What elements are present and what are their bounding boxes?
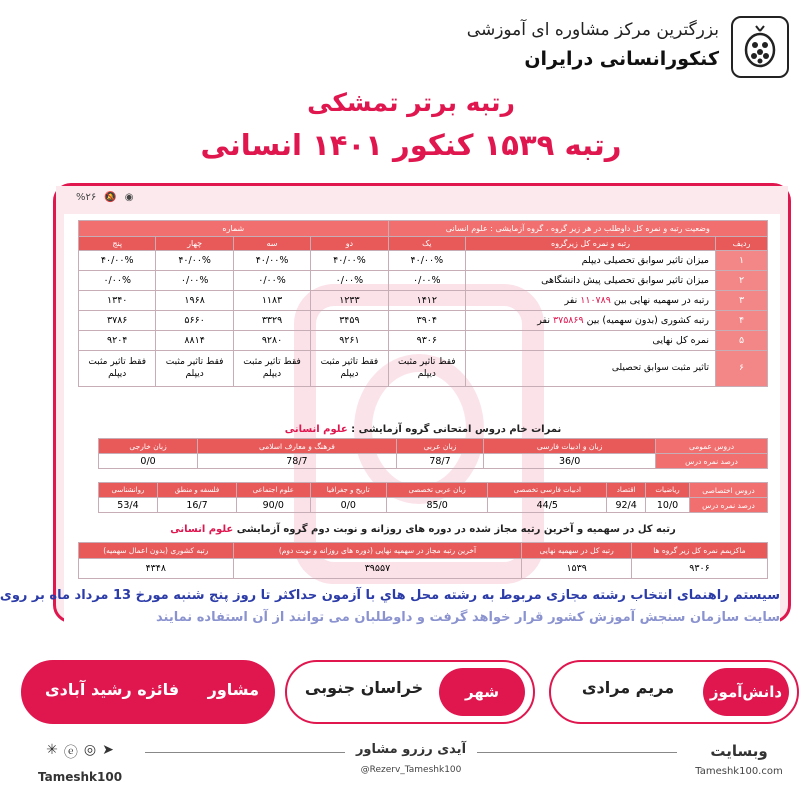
rank-table-col-header: یک — [388, 237, 465, 251]
notice-line-1: سیستم راهنمای انتخاب رشته مجازی مربوط به رشته محل هاي با آزمون حداکثر تا روز پنج شنبه مورخ 13 مرداد ماه بر روی — [0, 588, 780, 603]
rank-summary-header: رتبه کشوری (بدون اعمال سهمیه) — [79, 543, 234, 559]
row-number: ۵ — [716, 331, 768, 351]
row-value: ۹۲۸۰ — [233, 331, 310, 351]
tameshk-logo-icon — [731, 16, 789, 78]
general-course-header: زبان و ادبیات فارسی — [484, 439, 656, 454]
row-value: فقط تاثیر مثبت دیپلم — [233, 351, 310, 387]
reserve-block[interactable] — [351, 742, 471, 775]
row-label: نمره کل نهایی — [466, 331, 716, 351]
rank-summary-title-text: رتبه کل در سهمیه و آخرین رتبه مجاز شده در دوره های روزانه و نوبت دوم گروه آزمایشی — [236, 524, 676, 535]
rank-summary-group: علوم انسانی — [170, 524, 234, 535]
row-value: ۴۰/۰۰% — [311, 251, 388, 271]
special-course-score: 10/0 — [646, 498, 690, 513]
social-block — [25, 742, 135, 784]
rank-table-row — [79, 251, 768, 271]
special-side-header: دروس اختصاصی — [690, 483, 768, 498]
brand-header — [29, 14, 789, 84]
rank-summary-title — [78, 524, 768, 535]
battery-text: %۲۶ — [76, 191, 97, 203]
general-course-header: زبان عربی — [396, 439, 483, 454]
row-value: ۴۰/۰۰% — [233, 251, 310, 271]
instagram-icon[interactable]: ◎ — [83, 742, 97, 758]
special-course-score: 53/4 — [99, 498, 158, 513]
special-course-header: اقتصاد — [607, 483, 646, 498]
rank-summary-value: ۴۳۴۸ — [79, 559, 234, 579]
phone-status-bar — [56, 186, 788, 208]
city-name: خراسان جنوبی — [304, 678, 424, 697]
student-pill — [549, 660, 799, 724]
row-value: فقط تاثیر مثبت دیپلم — [388, 351, 465, 387]
general-course-score: 78/7 — [396, 454, 483, 469]
footer — [11, 740, 811, 800]
page-subtitle: رتبه ۱۵۳۹ کنکور ۱۴۰۱ انسانی — [200, 128, 622, 162]
general-course-header: زبان خارجی — [99, 439, 198, 454]
row-value: ۹۲۰۴ — [79, 331, 156, 351]
raw-scores-title-text: نمرات خام دروس امتحانی گروه آزمایشی : — [351, 424, 562, 435]
rank-table-header-left: شماره — [79, 221, 389, 237]
row-number: ۲ — [716, 271, 768, 291]
page-title: رتبه برتر تمشکی — [307, 88, 515, 117]
advisor-label: مشاور — [207, 680, 259, 699]
special-course-header: فلسفه و منطق — [157, 483, 236, 498]
rank-summary-value: ۹۳۰۶ — [631, 559, 767, 579]
website-block[interactable] — [689, 742, 789, 777]
special-course-header: روانشناسی — [99, 483, 158, 498]
special-course-header: علوم اجتماعی — [237, 483, 311, 498]
row-value: ۴۰/۰۰% — [79, 251, 156, 271]
general-course-score: 0/0 — [99, 454, 198, 469]
website-label: وبسایت — [710, 742, 768, 760]
brand-subtitle: کنکورانسانی درایران — [524, 48, 719, 70]
social-handle: Tameshk100 — [37, 770, 123, 784]
row-label: تاثیر مثبت سوابق تحصیلی — [466, 351, 716, 387]
special-course-score: 44/5 — [488, 498, 607, 513]
reserve-label: آیدی رزرو مشاور — [355, 742, 467, 757]
brand-tagline: بزرگترین مرکز مشاوره ای آموزشی — [466, 20, 719, 40]
row-value: فقط تاثیر مثبت دیپلم — [79, 351, 156, 387]
rank-table-row — [79, 331, 768, 351]
row-value: ۰/۰۰% — [79, 271, 156, 291]
row-label: میزان تاثیر سوابق تحصیلی دیپلم — [466, 251, 716, 271]
rank-table-col-header: ردیف — [716, 237, 768, 251]
special-course-header: زبان عربی تخصصی — [386, 483, 487, 498]
row-value: ۰/۰۰% — [311, 271, 388, 291]
row-value: ۹۲۶۱ — [311, 331, 388, 351]
special-side-label: درصد نمره درس — [690, 498, 768, 513]
row-label-text: رتبه در سهمیه نهایی بین — [610, 295, 709, 306]
row-value: ۴۰/۰۰% — [156, 251, 233, 271]
rank-table-row — [79, 351, 768, 387]
rank-summary-value: ۱۵۳۹ — [522, 559, 632, 579]
rank-summary-header: رتبه کل در سهمیه نهایی — [522, 543, 632, 559]
row-value: ۳۳۲۹ — [233, 311, 310, 331]
row-value: ۳۹۰۴ — [388, 311, 465, 331]
special-courses-table — [98, 482, 768, 513]
row-value: ۰/۰۰% — [233, 271, 310, 291]
special-course-header: ادبیات فارسی تخصصی — [488, 483, 607, 498]
row-value: ۰/۰۰% — [156, 271, 233, 291]
rank-table-header: وضعیت رتبه و نمره کل داوطلب در هر زیر گروه ، گروه آزمایشی : علوم انسانی — [388, 221, 767, 237]
advisor-pill — [21, 660, 275, 724]
rank-table — [78, 220, 768, 387]
student-label: دانش‌آموز — [703, 668, 789, 716]
rank-summary-table — [78, 542, 768, 579]
rank-summary-value: ۳۹۵۵۷ — [233, 559, 522, 579]
special-course-score: 92/4 — [607, 498, 646, 513]
aparat-icon[interactable]: ✳ — [46, 742, 58, 758]
row-label-count: ۳۷۵۸۶۹ — [553, 315, 584, 326]
rank-summary-header: ماکزیمم نمره کل زیر گروه ها — [631, 543, 767, 559]
special-course-score: 0/0 — [310, 498, 386, 513]
rank-table-col-header: پنج — [79, 237, 156, 251]
raw-scores-title — [78, 424, 768, 435]
report-card — [0, 183, 791, 625]
report-sheet — [0, 214, 780, 625]
row-label-text: رتبه کشوری (بدون سهمیه) بین — [583, 315, 709, 326]
row-value: ۱۲۳۳ — [311, 291, 388, 311]
row-value: ۱۱۸۳ — [233, 291, 310, 311]
row-value: ۳۷۸۶ — [79, 311, 156, 331]
rank-table-col-header: سه — [233, 237, 310, 251]
row-value: ۹۳۰۶ — [388, 331, 465, 351]
city-pill — [285, 660, 535, 724]
rank-table-row — [79, 291, 768, 311]
row-value: ۵۶۶۰ — [156, 311, 233, 331]
row-label — [466, 311, 716, 331]
general-course-score: 36/0 — [484, 454, 656, 469]
row-value: ۳۴۵۹ — [311, 311, 388, 331]
footer-divider-right — [477, 752, 677, 753]
general-side-header: دروس عمومی — [656, 439, 768, 454]
rank-summary-header: آخرین رتبه مجاز در سهمیه نهایی (دوره های روزانه و نوبت دوم) — [233, 543, 522, 559]
special-course-score: 85/0 — [386, 498, 487, 513]
reserve-id[interactable]: @Rezerv_Tameshk100 — [360, 765, 462, 775]
row-label — [466, 291, 716, 311]
city-label: شهر — [439, 668, 525, 716]
rank-table-row — [79, 271, 768, 291]
website-url[interactable]: Tameshk100.com — [695, 766, 783, 777]
special-course-score: 90/0 — [237, 498, 311, 513]
eye-icon: ◉ — [124, 191, 134, 203]
row-number: ۱ — [716, 251, 768, 271]
row-value: فقط تاثیر مثبت دیپلم — [311, 351, 388, 387]
row-number: ۳ — [716, 291, 768, 311]
special-course-score: 16/7 — [157, 498, 236, 513]
rank-table-col-header: دو — [311, 237, 388, 251]
student-name: مریم مرادی — [581, 678, 675, 697]
general-course-score: 78/7 — [198, 454, 397, 469]
eitaa-icon[interactable]: ⓔ — [63, 745, 78, 761]
raw-scores-group: علوم انسانی — [284, 424, 348, 435]
row-label-count: ۱۱۰۷۸۹ — [580, 295, 611, 306]
general-side-label: درصد نمره درس — [656, 454, 768, 469]
general-courses-table — [98, 438, 768, 469]
row-number: ۶ — [716, 351, 768, 387]
row-value: فقط تاثیر مثبت دیپلم — [156, 351, 233, 387]
notice-line-2: سایت سازمان سنجش آموزش کشور قرار خواهد گرفت و داوطلبان می توانند از آن استفاده نمایند — [156, 610, 780, 625]
row-value: ۱۴۱۲ — [388, 291, 465, 311]
mute-icon: 🔕 — [104, 191, 117, 203]
rank-table-col-header: رتبه و نمره کل زیرگروه — [466, 237, 716, 251]
rank-table-col-header: چهار — [156, 237, 233, 251]
row-value: ۱۹۶۸ — [156, 291, 233, 311]
row-number: ۴ — [716, 311, 768, 331]
general-course-header: فرهنگ و معارف اسلامی — [198, 439, 397, 454]
row-value: ۴۰/۰۰% — [388, 251, 465, 271]
row-label-suffix: نفر — [564, 295, 581, 306]
row-label: میزان تاثیر سوابق تحصیلی پیش دانشگاهی — [466, 271, 716, 291]
row-label-suffix: نفر — [537, 315, 553, 326]
row-value: ۸۸۱۴ — [156, 331, 233, 351]
rank-table-row — [79, 311, 768, 331]
special-course-header: ریاضیات — [646, 483, 690, 498]
advisor-name: فائزه رشید آبادی — [45, 680, 180, 699]
footer-divider-left — [145, 752, 345, 753]
row-value: ۱۳۴۰ — [79, 291, 156, 311]
telegram-icon[interactable]: ➤ — [102, 742, 114, 758]
special-course-header: تاریخ و جغرافیا — [310, 483, 386, 498]
row-value: ۰/۰۰% — [388, 271, 465, 291]
